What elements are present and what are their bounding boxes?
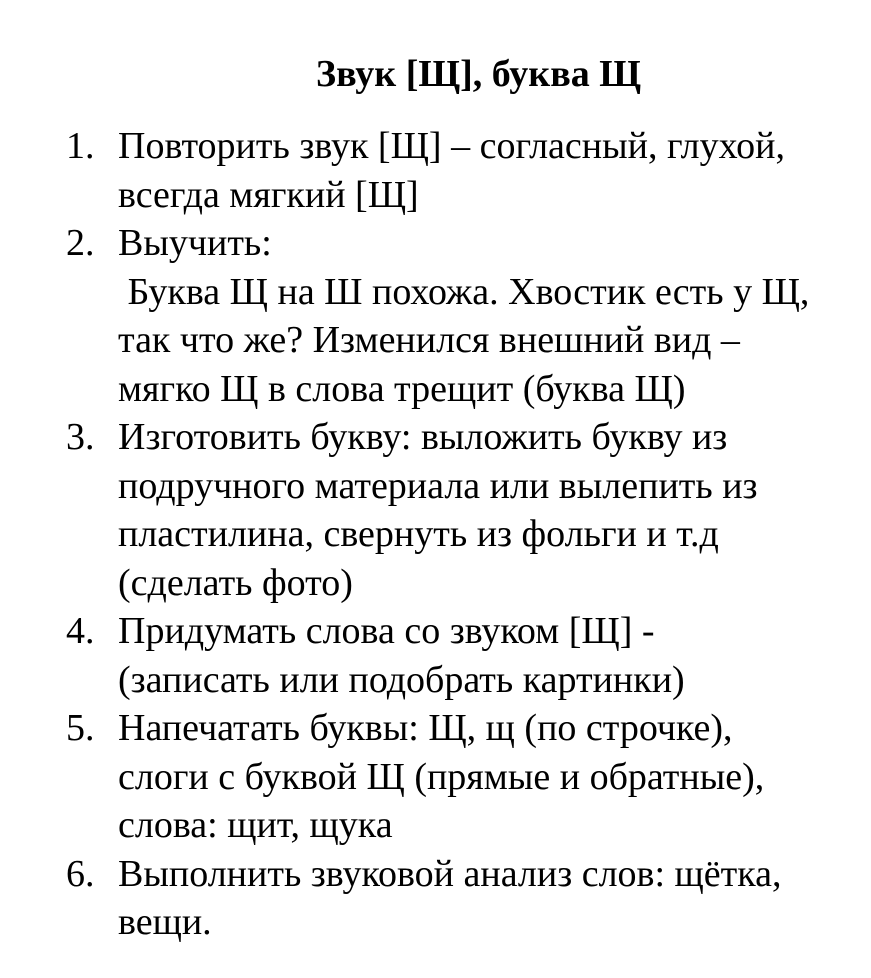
item-text-line: пластилина, свернуть из фольги и т.д [118,513,719,555]
list-item [0,122,871,219]
item-text-line: так что же? Изменился внешний вид – [118,319,740,361]
item-text-line: Выучить: [118,222,272,264]
item-text-line: Придумать слова со звуком [Щ] - [118,610,655,652]
item-number: 4. [66,610,95,652]
list-item [0,607,871,704]
item-text-line: слова: щит, щука [118,804,393,846]
item-number: 6. [66,852,95,895]
list-item [0,704,871,850]
item-text-line: Напечатать буквы: Щ, щ (по строчке), [118,707,733,749]
item-text-line: слоги с буквой Щ (прямые и обратные), [118,755,765,798]
item-text-line: Буква Щ на Ш похожа. Хвостик есть у Щ, [118,270,810,313]
list-item [0,413,871,607]
item-text-line: вещи. [118,901,212,943]
item-number: 5. [66,707,95,749]
item-text-line: (сделать фото) [118,561,353,604]
item-text-line: Изготовить букву: выложить букву из [118,416,728,458]
item-text-line: Повторить звук [Щ] – согласный, глухой, [118,125,786,167]
item-number: 1. [66,125,95,167]
list-item [0,219,871,413]
task-list [0,122,871,947]
list-item [0,850,871,947]
item-text-line: мягко Щ в слова трещит (буква Щ) [118,367,686,410]
item-text-line: всегда мягкий [Щ] [118,173,419,216]
item-number: 2. [66,222,95,264]
item-text-line: (записать или подобрать картинки) [118,658,685,701]
page-title: Звук [Щ], буква Щ [316,53,641,95]
item-text-line: подручного материала или вылепить из [118,464,758,507]
item-text-line: Выполнить звуковой анализ слов: щётка, [118,852,782,895]
item-number: 3. [66,416,95,458]
